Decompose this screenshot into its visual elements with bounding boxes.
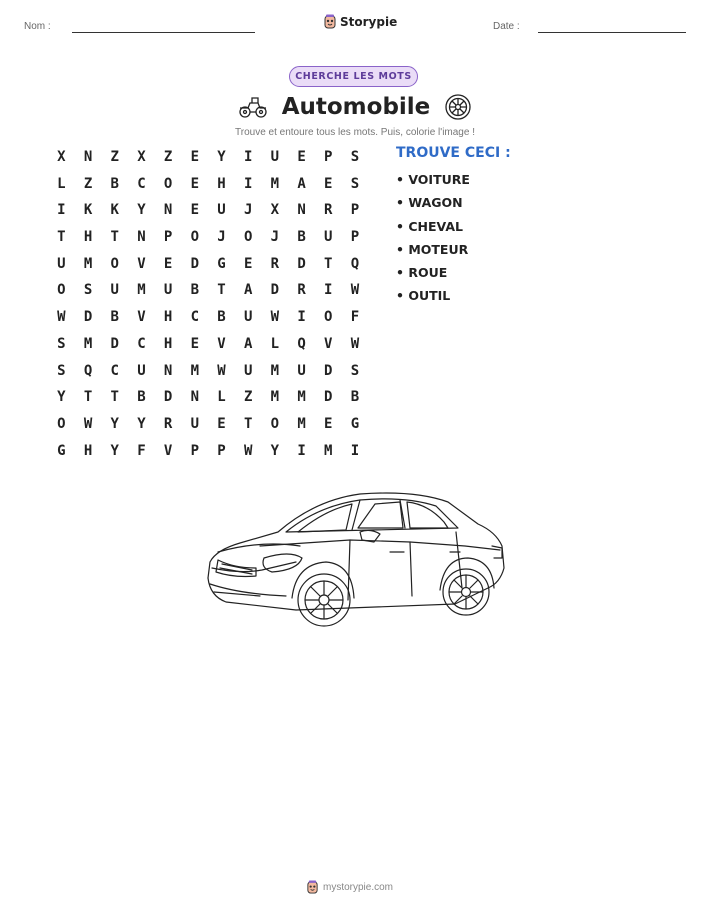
grid-letter[interactable]: P [190, 442, 199, 459]
brand-logo [323, 14, 397, 30]
page-title: Automobile [281, 94, 431, 120]
grid-letter[interactable]: F [350, 309, 360, 326]
grid-letter[interactable]: U [324, 229, 333, 246]
grid-letter[interactable]: T [243, 415, 253, 432]
word-item: • ROUE [396, 265, 448, 281]
category-badge: CHERCHE LES MOTS [289, 66, 418, 87]
grid-letter[interactable]: S [350, 175, 360, 192]
word-item: • VOITURE [396, 172, 470, 187]
grid-letter[interactable]: D [270, 282, 280, 299]
grid-letter[interactable]: M [324, 442, 333, 459]
grid-letter[interactable]: E [324, 175, 333, 192]
grid-letter[interactable]: N [297, 202, 306, 219]
grid-letter[interactable]: Y [137, 415, 146, 432]
grid-letter[interactable]: U [163, 282, 173, 299]
grid-letter[interactable]: X [57, 149, 66, 165]
word-item: • WAGON [396, 195, 463, 211]
grid-letter[interactable]: P [350, 202, 360, 219]
grid-letter[interactable]: E [297, 149, 306, 165]
grid-letter[interactable]: Y [270, 442, 280, 459]
grid-letter[interactable]: I [243, 149, 253, 165]
grid-letter[interactable]: P [324, 149, 333, 165]
grid-letter[interactable]: C [137, 175, 146, 192]
grid-letter[interactable]: B [297, 229, 306, 246]
grid-letter[interactable]: U [190, 415, 199, 432]
grid-letter[interactable]: W [243, 442, 253, 459]
grid-letter[interactable]: M [83, 335, 93, 352]
grid-letter[interactable]: E [190, 149, 199, 165]
grid-letter[interactable]: O [57, 282, 66, 299]
footer-url[interactable]: mystorypie.com [323, 882, 394, 893]
grid-letter[interactable]: T [217, 282, 226, 299]
grid-row [48, 415, 368, 442]
grid-letter[interactable]: D [110, 335, 119, 352]
grid-letter[interactable]: Y [217, 149, 226, 165]
grid-letter[interactable]: A [243, 335, 253, 352]
grid-letter[interactable]: S [350, 149, 360, 165]
grid-letter[interactable]: H [83, 442, 93, 459]
grid-letter[interactable]: U [217, 202, 226, 219]
grid-letter[interactable]: W [83, 415, 93, 432]
word-item: • OUTIL [396, 288, 451, 304]
grid-letter[interactable]: N [137, 229, 146, 246]
grid-letter[interactable]: M [270, 175, 280, 192]
date-label: Date : [493, 21, 520, 32]
grid-letter[interactable]: B [137, 389, 146, 406]
grid-letter[interactable]: V [137, 309, 146, 326]
grid-letter[interactable]: Z [243, 389, 253, 406]
name-label: Nom : [24, 21, 51, 32]
grid-letter[interactable]: J [270, 229, 280, 246]
grid-letter[interactable]: M [270, 389, 280, 406]
grid-letter[interactable]: U [57, 255, 66, 272]
grid-letter[interactable]: G [57, 442, 66, 459]
grid-letter[interactable]: U [243, 362, 253, 379]
grid-letter[interactable]: T [110, 229, 119, 246]
grid-letter[interactable]: S [57, 335, 66, 352]
grid-letter[interactable]: C [110, 362, 119, 379]
grid-letter[interactable]: D [324, 362, 333, 379]
grid-row [48, 228, 368, 255]
grid-letter[interactable]: U [297, 362, 306, 379]
grid-letter[interactable]: S [83, 282, 93, 299]
grid-letter[interactable]: X [270, 202, 280, 219]
grid-letter[interactable]: O [190, 229, 199, 246]
grid-letter[interactable]: Q [350, 255, 360, 272]
grid-row [48, 281, 368, 308]
grid-letter[interactable]: M [190, 362, 199, 379]
grid-letter[interactable]: D [297, 255, 306, 272]
grid-letter[interactable]: B [110, 175, 119, 192]
grid-letter[interactable]: H [163, 335, 173, 352]
grid-row [48, 362, 368, 389]
grid-letter[interactable]: N [190, 389, 199, 406]
grid-letter[interactable]: N [163, 362, 173, 379]
word-item: • CHEVAL [396, 218, 463, 234]
grid-letter[interactable]: D [190, 255, 199, 272]
grid-letter[interactable]: W [350, 335, 360, 352]
grid-letter[interactable]: A [297, 175, 306, 192]
grid-letter[interactable]: B [217, 309, 226, 326]
grid-letter[interactable]: V [163, 442, 173, 459]
grid-letter[interactable]: I [350, 442, 360, 459]
grid-letter[interactable]: T [57, 229, 66, 246]
grid-letter[interactable]: I [243, 175, 253, 192]
grid-letter[interactable]: I [297, 309, 306, 326]
grid-letter[interactable]: M [137, 282, 146, 299]
instructions: Trouve et entoure tous les mots. Puis, colorie l'image ! [235, 127, 475, 138]
grid-letter[interactable]: Q [297, 335, 306, 352]
footer [306, 880, 393, 895]
letter-grid [48, 148, 368, 468]
grid-letter[interactable]: N [83, 149, 93, 165]
grid-letter[interactable]: E [217, 415, 226, 432]
grid-letter[interactable]: F [137, 442, 146, 459]
grid-letter[interactable]: V [137, 255, 146, 272]
date-line[interactable] [538, 32, 686, 33]
grid-letter[interactable]: C [137, 335, 146, 352]
grid-letter[interactable]: L [217, 389, 226, 406]
grid-letter[interactable]: Y [110, 415, 119, 432]
grid-letter[interactable]: U [110, 282, 119, 299]
grid-letter[interactable]: R [270, 255, 280, 272]
grid-letter[interactable]: O [163, 175, 173, 192]
car-coloring-illustration [200, 488, 510, 638]
grid-letter[interactable]: O [270, 415, 280, 432]
grid-letter[interactable]: W [57, 309, 66, 326]
grid-letter[interactable]: O [57, 415, 66, 432]
grid-letter[interactable]: L [270, 335, 280, 352]
brand-name: Storypie [340, 15, 398, 29]
grid-letter[interactable]: H [83, 229, 93, 246]
grid-letter[interactable]: W [270, 309, 280, 326]
grid-letter[interactable]: G [217, 255, 226, 272]
grid-letter[interactable]: Z [83, 175, 93, 192]
grid-letter[interactable]: B [350, 389, 360, 406]
grid-letter[interactable]: U [137, 362, 146, 379]
grid-letter[interactable]: M [297, 415, 306, 432]
word-item: • MOTEUR [396, 241, 469, 257]
grid-letter[interactable]: M [270, 362, 280, 379]
grid-letter[interactable]: K [83, 202, 93, 219]
grid-letter[interactable]: U [270, 149, 280, 165]
grid-letter[interactable]: B [110, 309, 119, 326]
grid-letter[interactable]: T [110, 389, 119, 406]
grid-letter[interactable]: H [217, 175, 226, 192]
grid-letter[interactable]: G [350, 415, 360, 432]
grid-letter[interactable]: Y [57, 389, 66, 406]
grid-letter[interactable]: B [190, 282, 199, 299]
name-line[interactable] [72, 32, 255, 33]
grid-letter[interactable]: P [217, 442, 226, 459]
grid-row [48, 335, 368, 362]
grid-letter[interactable]: W [350, 282, 360, 299]
grid-letter[interactable]: E [190, 335, 199, 352]
grid-letter[interactable]: A [243, 282, 253, 299]
grid-letter[interactable]: M [297, 389, 306, 406]
grid-letter[interactable]: M [83, 255, 93, 272]
grid-letter[interactable]: E [190, 175, 199, 192]
grid-letter[interactable]: E [243, 255, 253, 272]
grid-row [48, 442, 368, 469]
grid-letter[interactable]: X [137, 149, 146, 165]
grid-letter[interactable]: P [350, 229, 360, 246]
grid-letter[interactable]: I [57, 202, 66, 219]
title-row [230, 91, 480, 123]
grid-letter[interactable]: R [324, 202, 333, 219]
grid-letter[interactable]: Y [137, 202, 146, 219]
grid-row [48, 308, 368, 335]
grid-letter[interactable]: T [324, 255, 333, 272]
grid-letter[interactable]: D [324, 389, 333, 406]
grid-letter[interactable]: O [243, 229, 253, 246]
word-list [396, 172, 470, 312]
grid-row [48, 148, 368, 175]
grid-letter[interactable]: O [110, 255, 119, 272]
grid-letter[interactable]: S [57, 362, 66, 379]
grid-letter[interactable]: E [324, 415, 333, 432]
storypie-mascot-icon [306, 880, 319, 895]
grid-letter[interactable]: I [324, 282, 333, 299]
grid-letter[interactable]: Q [83, 362, 93, 379]
grid-row [48, 175, 368, 202]
grid-letter[interactable]: W [217, 362, 226, 379]
grid-row [48, 388, 368, 415]
grid-row [48, 255, 368, 282]
grid-letter[interactable]: U [243, 309, 253, 326]
grid-letter[interactable]: S [350, 362, 360, 379]
grid-letter[interactable]: N [163, 202, 173, 219]
grid-letter[interactable]: D [163, 389, 173, 406]
grid-letter[interactable]: E [190, 202, 199, 219]
grid-letter[interactable]: V [217, 335, 226, 352]
grid-letter[interactable]: L [57, 175, 66, 192]
word-list-title: TROUVE CECI : [396, 145, 511, 161]
grid-letter[interactable]: C [190, 309, 199, 326]
grid-letter[interactable]: Z [163, 149, 173, 165]
grid-letter[interactable]: V [324, 335, 333, 352]
storypie-mascot-icon [323, 14, 337, 30]
grid-letter[interactable]: D [83, 309, 93, 326]
grid-letter[interactable]: T [83, 389, 93, 406]
grid-letter[interactable]: O [324, 309, 333, 326]
grid-letter[interactable]: H [163, 309, 173, 326]
grid-letter[interactable]: E [163, 255, 173, 272]
grid-letter[interactable]: Z [110, 149, 119, 165]
grid-letter[interactable]: K [110, 202, 119, 219]
grid-letter[interactable]: J [243, 202, 253, 219]
grid-letter[interactable]: Y [110, 442, 119, 459]
grid-row [48, 201, 368, 228]
grid-letter[interactable]: R [297, 282, 306, 299]
antique-car-icon [238, 95, 268, 119]
wheel-icon [444, 93, 472, 121]
grid-letter[interactable]: I [297, 442, 306, 459]
grid-letter[interactable]: P [163, 229, 173, 246]
grid-letter[interactable]: J [217, 229, 226, 246]
grid-letter[interactable]: R [163, 415, 173, 432]
